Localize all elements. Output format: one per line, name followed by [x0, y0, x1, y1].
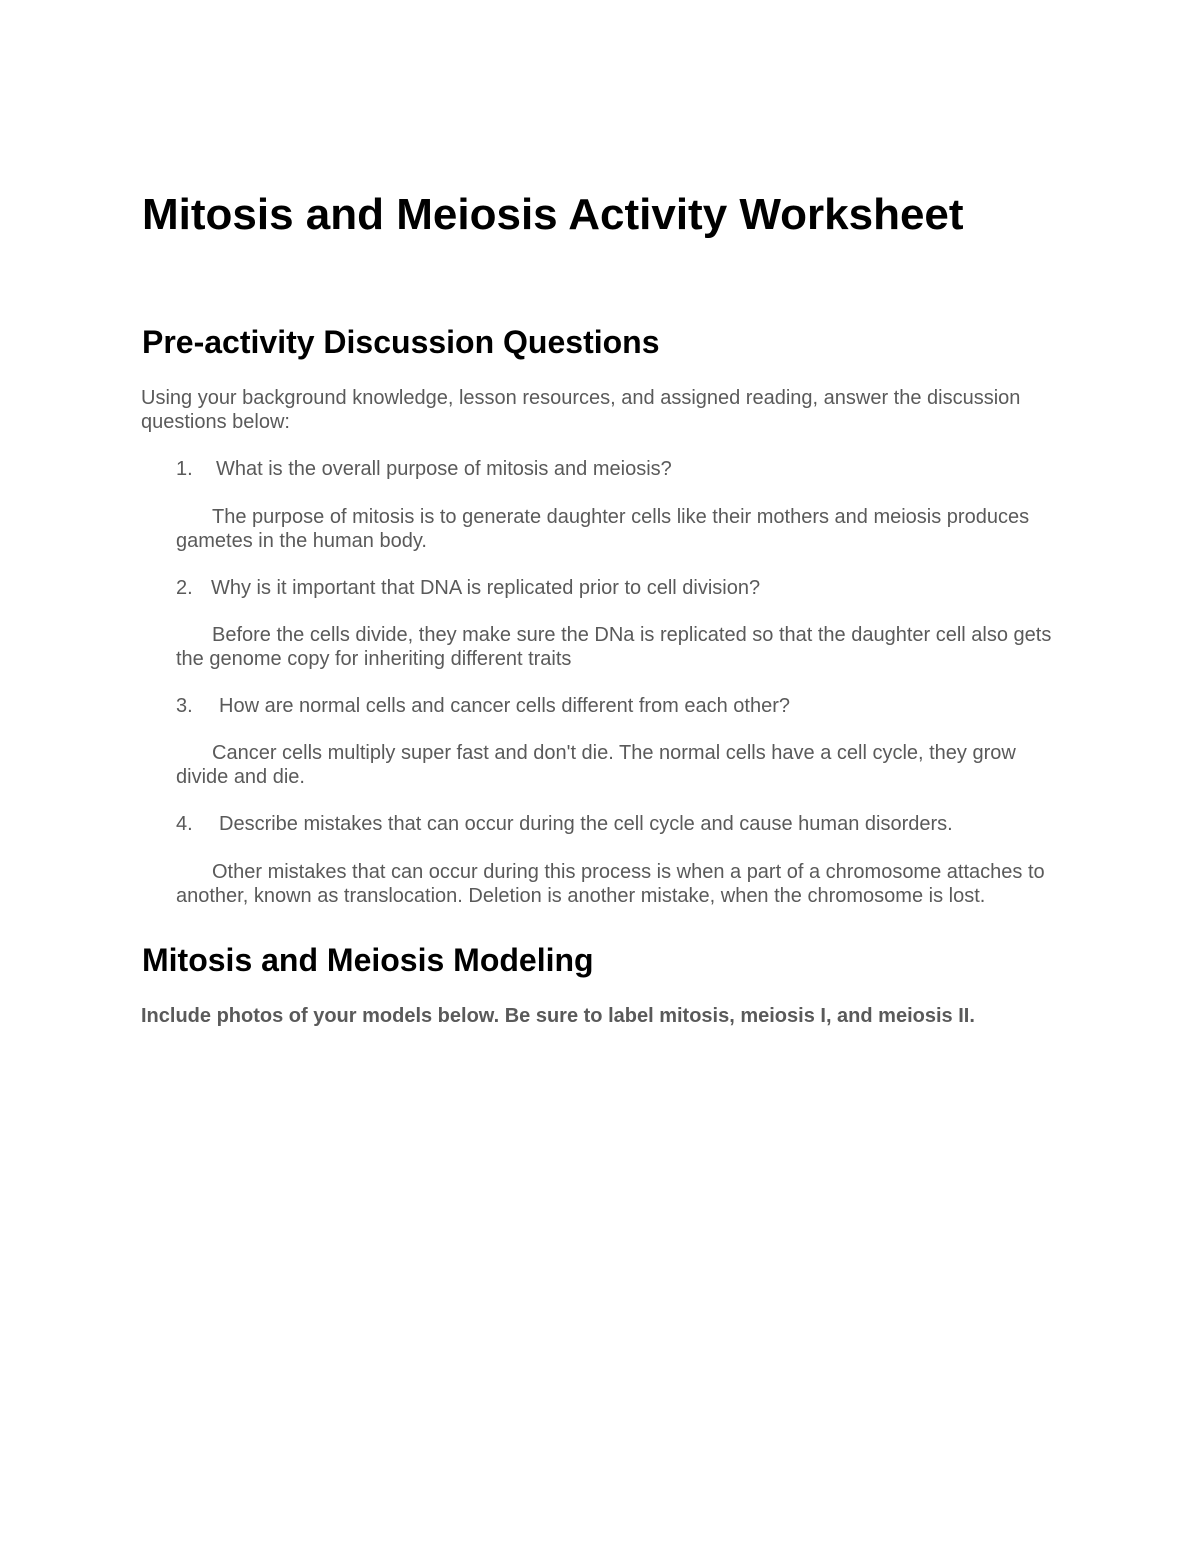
question-1: [176, 457, 672, 481]
modeling-instruction: Include photos of your models below. Be sure to label mitosis, meiosis I, and meiosis II.: [141, 1005, 975, 1027]
question-4: [176, 812, 953, 836]
answer-3: Cancer cells multiply super fast and don't die. The normal cells have a cell cycle, they grow divide and die.: [176, 742, 1016, 788]
page-title: Mitosis and Meiosis Activity Worksheet: [142, 190, 964, 239]
question-text: What is the overall purpose of mitosis and meiosis?: [216, 458, 672, 480]
modeling-heading: Mitosis and Meiosis Modeling: [142, 942, 594, 978]
question-number: 1.: [176, 458, 193, 480]
question-number: 2.: [176, 577, 193, 599]
answer-4: Other mistakes that can occur during this process is when a part of a chromosome attaches to another, known as translocation. Deletion is another mistake, when the chromosome is lost.: [176, 861, 1045, 907]
pre-activity-intro: Using your background knowledge, lesson resources, and assigned reading, answer the discussion questions below:: [141, 387, 1021, 433]
question-number: 4.: [176, 813, 193, 835]
question-text: Describe mistakes that can occur during the cell cycle and cause human disorders.: [219, 813, 953, 835]
pre-activity-heading: Pre-activity Discussion Questions: [142, 324, 660, 360]
question-text: Why is it important that DNA is replicated prior to cell division?: [211, 577, 761, 599]
question-text: How are normal cells and cancer cells different from each other?: [219, 695, 791, 717]
question-number: 3.: [176, 695, 193, 717]
answer-2: Before the cells divide, they make sure the DNa is replicated so that the daughter cell also gets the genome copy for inheriting different traits: [176, 624, 1052, 670]
question-2: [176, 576, 760, 600]
question-3: [176, 694, 790, 718]
answer-1: The purpose of mitosis is to generate daughter cells like their mothers and meiosis produces gametes in the human body.: [176, 506, 1030, 552]
